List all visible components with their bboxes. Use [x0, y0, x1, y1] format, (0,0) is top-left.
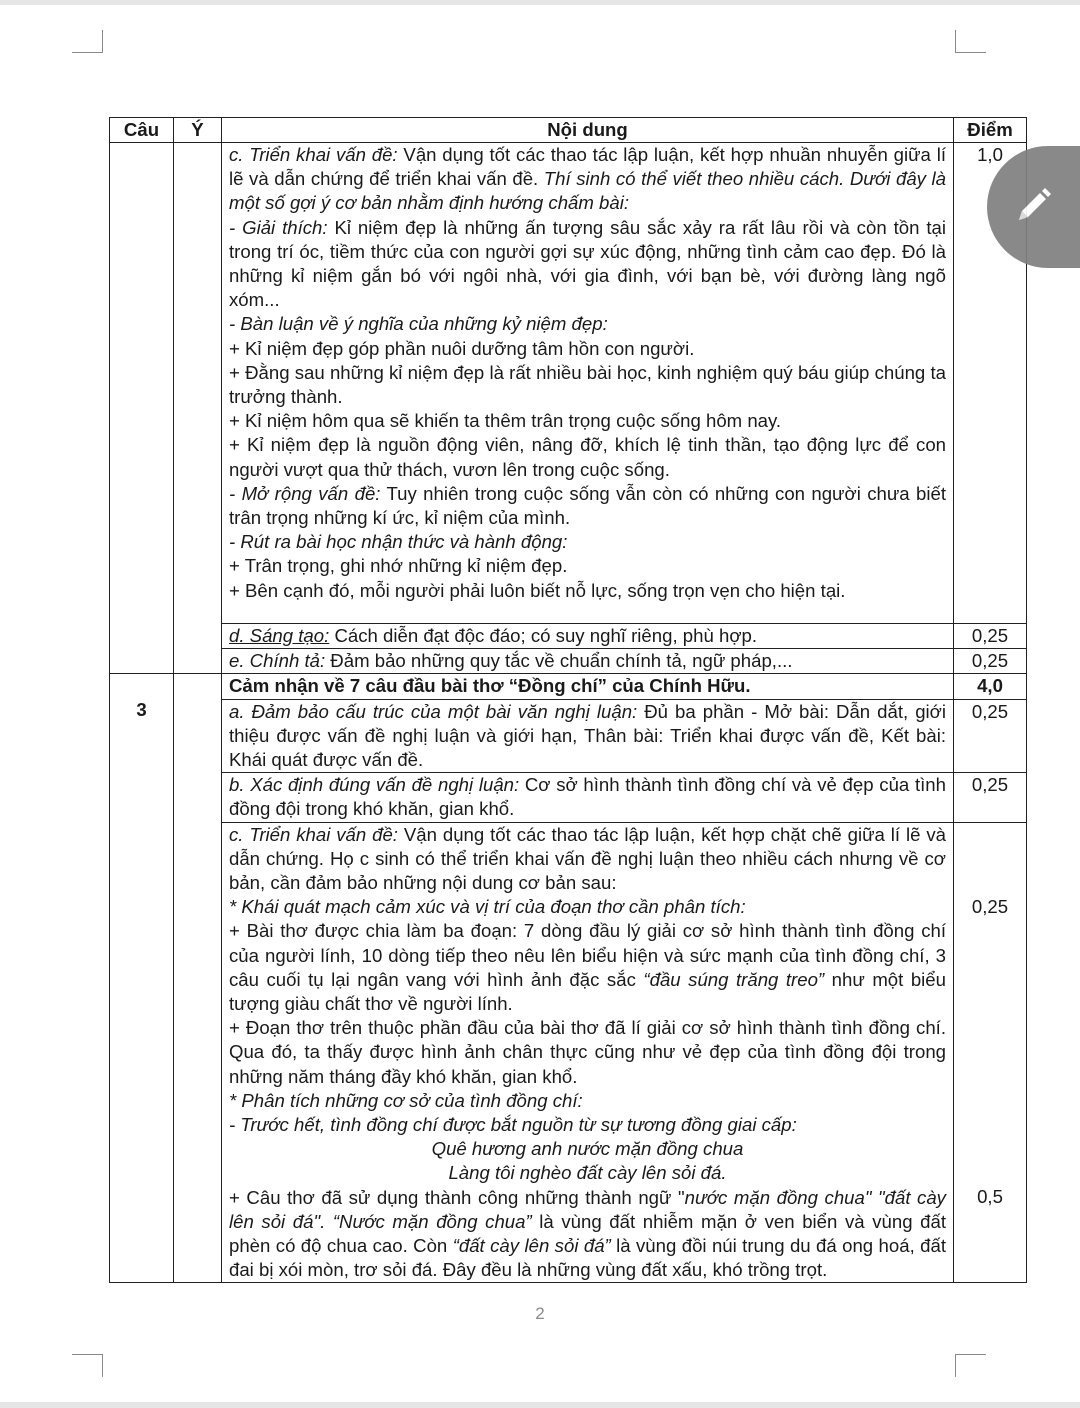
content-cell-sang-tao [222, 624, 954, 649]
text-mo-rong: Tuy nhiên trong cuộc sống vẫn còn có những con người chưa biết trân trọng những kí ức, kỉ niệm của mình. [229, 482, 946, 529]
text-trien-khai: Vận dụng tốt các thao tác lập luận, kết hợp nhuần nhuyễn giữa lí lẽ và dẫn chứng để triển khai vấn đề. [229, 144, 946, 190]
text-khai-quat: * Khái quát mạch cảm xúc và vị trí của đoạn thơ cần phân tích: [229, 896, 746, 918]
crop-mark-top-left [72, 30, 103, 53]
table-header-row [110, 118, 1027, 143]
top-edge [0, 0, 1080, 5]
poem-line: Làng tôi nghèo đất cày lên sỏi đá. [448, 1162, 727, 1184]
text-ban-luan: - Bàn luận về ý nghĩa của những kỷ niệm đẹp: [229, 313, 608, 335]
label-trien-khai: c. Triển khai vấn đề: [229, 144, 398, 165]
table-row [110, 822, 1027, 1185]
y-cell-empty [174, 674, 222, 1283]
content-cell-cau-truc [222, 699, 954, 773]
header-diem: Điểm [954, 118, 1027, 143]
text-quote: “đầu súng trăng treo” [643, 968, 825, 990]
score-cell: 4,0 [954, 674, 1027, 699]
table-row [110, 674, 1027, 699]
header-cau: Câu [110, 118, 174, 143]
question-title: Cảm nhận về 7 câu đầu bài thơ “Đồng chí” của Chính Hữu. [222, 674, 954, 699]
y-cell-empty [174, 143, 222, 674]
score-cell: 0,25 [954, 649, 1027, 674]
text-trien-khai-2: Vận dụng tốt các thao tác lập luận, kết hợp chặt chẽ giữa lí lẽ và dẫn chứng. Họ c sinh có thể triển khai vấn đề nghị luận theo nhiều cách nhưng về cơ bản, cần đảm bảo những nội dung cơ bản sau: [229, 823, 947, 894]
crop-mark-bottom-right [955, 1354, 986, 1377]
crop-mark-bottom-left [72, 1354, 103, 1377]
content-cell-phan-tich [222, 822, 954, 1283]
score-cell: 0,5 [954, 1185, 1027, 1283]
page-number: 2 [535, 1304, 545, 1323]
text-bullet: là vùng đất nhiễm mặn ở ven biển và vùng đất phèn có độ chua cao. Còn [229, 1210, 946, 1257]
text-bullet: + Kỉ niệm hôm qua sẽ khiến ta thêm trân trọng cuộc sống hôm nay. [229, 410, 782, 432]
label-sang-tao: d. Sáng tạo: [229, 625, 330, 646]
table-row [110, 649, 1027, 674]
cau-cell-empty [110, 143, 174, 674]
text-bullet: + Trân trọng, ghi nhớ những kỉ niệm đẹp. [229, 555, 568, 577]
score-cell: 0,25 [954, 624, 1027, 649]
text-phan-tich-co-so: * Phân tích những cơ sở của tình đồng chí: [229, 1089, 583, 1111]
text-bullet: + Bài thơ được chia làm ba đoạn: 7 dòng đầu lý giải cơ sở hình thành tình đồng chí của người lính, 10 dòng tiếp theo nêu lên biểu hiện và sức mạnh của tình đồng chí, 3 câu cuối tụ lại ngân vang với hình ảnh đặc sắc [229, 920, 946, 990]
header-y: Ý [174, 118, 222, 143]
text-bullet-end: như một biểu tượng giàu chất thơ về người lính. [229, 968, 946, 1015]
grading-table [109, 117, 1027, 1283]
text-quote: nước mặn đồng chua" "đất cày lên sỏi đá". “Nước mặn đồng chua” [229, 1186, 946, 1232]
table-row [110, 624, 1027, 649]
header-noi-dung: Nội dung [222, 118, 954, 143]
content-cell-chinh-ta [222, 649, 954, 674]
text-quote: “đất cày lên sỏi đá” [452, 1235, 611, 1257]
text-rut-ra: - Rút ra bài học nhận thức và hành động: [229, 531, 568, 553]
label-mo-rong: - Mở rộng vấn đề: [229, 482, 381, 504]
score-cell: 0,25 [954, 699, 1027, 773]
label-chinh-ta: e. Chính tả: [229, 650, 326, 672]
table-row [110, 699, 1027, 773]
score-cell: 0,25 [954, 773, 1027, 822]
cau-number-cell: 3 [110, 674, 174, 1283]
text-cau-truc: Đủ ba phần - Mở bài: Dẫn dắt, giới thiệu được vấn đề nghị luận và giới hạn, Thân bài: Triển khai được vấn đề, Kết bài: Khái quát được vấn đề. [229, 700, 946, 771]
bottom-edge [0, 1402, 1080, 1408]
label-giai-thich: - Giải thích: [229, 216, 328, 238]
text-chinh-ta: Đảm bảo những quy tắc về chuẩn chính tả, ngữ pháp,... [325, 650, 793, 672]
text-truoc-het: - Trước hết, tình đồng chí được bắt nguồn từ sự tương đồng giai cấp: [229, 1114, 797, 1136]
text-trien-khai-note: Thí sinh có thể viết theo nhiều cách. Dưới đây là một số gợi ý cơ bản nhằm định hướng chấm bài: [229, 168, 946, 214]
text-bullet: + Kỉ niệm đẹp là nguồn động viên, nâng đỡ, khích lệ tinh thần, tạo động lực để con người vượt qua thử thách, vươn lên trong cuộc sống. [229, 434, 946, 480]
text-bullet: + Bên cạnh đó, mỗi người phải luôn biết nỗ lực, sống trọn vẹn cho hiện tại. [229, 579, 846, 601]
text-bullet: + Câu thơ đã sử dụng thành công những thành ngữ " [229, 1186, 685, 1208]
text-giai-thich: Kỉ niệm đẹp là những ấn tượng sâu sắc xảy ra rất lâu rồi và còn tồn tại trong trí óc, tiềm thức của con người gợi sự xúc động, những tình cảm cao đẹp. Đó là những kỉ niệm gắn bó với ngôi nhà, với gia đình, với bạn bè, với đường làng ngõ xóm... [229, 216, 946, 311]
text-sang-tao: Cách diễn đạt độc đáo; có suy nghĩ riêng, phù hợp. [329, 625, 758, 646]
label-xac-dinh: b. Xác định đúng vấn đề nghị luận: [229, 774, 520, 796]
table-row [110, 773, 1027, 822]
content-cell-trien-khai [222, 143, 954, 624]
table-row [110, 143, 1027, 624]
score-cell: 0,25 [954, 822, 1027, 1185]
content-cell-xac-dinh [222, 773, 954, 822]
crop-mark-top-right [955, 30, 986, 53]
text-xac-dinh: Cơ sở hình thành tình đồng chí và vẻ đẹp của tình đồng đội trong khó khăn, gian khổ. [229, 774, 946, 820]
label-trien-khai-2: c. Triển khai vấn đề: [229, 823, 398, 845]
pencil-icon [1009, 182, 1057, 230]
label-cau-truc: a. Đảm bảo cấu trúc của một bài văn nghị luận: [229, 700, 638, 722]
text-bullet: + Kỉ niệm đẹp góp phần nuôi dưỡng tâm hồn con người. [229, 337, 695, 359]
text-bullet-end: là vùng đồi núi trung du đá ong hoá, đất đai bị xói mòn, trơ sỏi đá. Đây đều là những vùng đất xấu, khó trồng trọt. [229, 1235, 946, 1281]
poem-line: Quê hương anh nước mặn đồng chua [431, 1138, 744, 1160]
text-bullet: + Đằng sau những kỉ niệm đẹp là rất nhiều bài học, kinh nghiệm quý báu giúp chúng ta trưởng thành. [229, 361, 946, 408]
score-cell: 1,0 [954, 143, 1027, 624]
text-bullet: + Đoạn thơ trên thuộc phần đầu của bài thơ đã lí giải cơ sở hình thành tình đồng chí. Qua đó, ta thấy được hình ảnh chân thực cũng như vẻ đẹp của tình đồng đội trong những năm tháng đầy khó khăn, gian khổ. [229, 1017, 946, 1087]
